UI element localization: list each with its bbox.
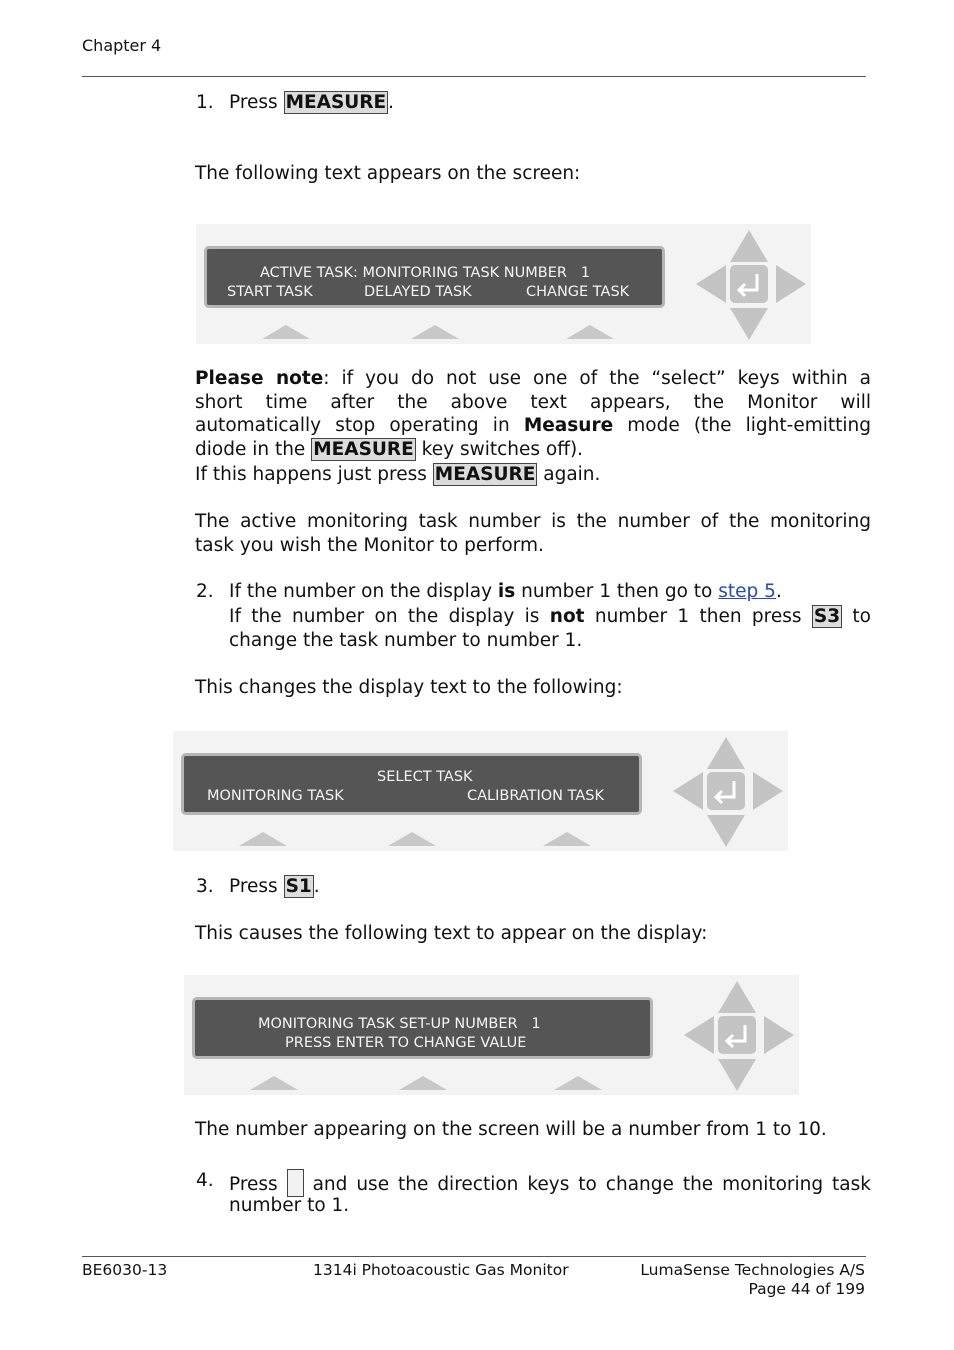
- footer-product: 1314i Photoacoustic Gas Monitor: [313, 1261, 569, 1279]
- note-line-3: automatically stop operating in Measure mode (the light-emitting: [195, 415, 871, 436]
- note-line-5: If this happens just press MEASURE again.: [195, 464, 601, 485]
- display-panel-1: [196, 224, 811, 344]
- lcd-line-1: MONITORING TASK SET-UP NUMBER 1: [258, 1016, 541, 1032]
- footer-doc-number: BE6030-13: [82, 1261, 168, 1279]
- paragraph-appears: The following text appears on the screen:: [195, 163, 581, 184]
- select-key-s2[interactable]: [388, 832, 436, 846]
- measure-key[interactable]: MEASURE: [313, 439, 414, 460]
- up-arrow-icon[interactable]: [730, 230, 768, 262]
- display-panel-2: [173, 731, 788, 851]
- step-5-link[interactable]: step 5: [718, 581, 776, 602]
- softkey-label-2: DELAYED TASK: [364, 284, 472, 300]
- footer-rule: [82, 1256, 866, 1257]
- up-arrow-icon[interactable]: [718, 981, 756, 1013]
- chapter-header: Chapter 4: [82, 36, 162, 55]
- select-key-s2[interactable]: [399, 1076, 447, 1090]
- footer-company: LumaSense Technologies A/S: [640, 1261, 865, 1279]
- left-arrow-icon[interactable]: [673, 772, 703, 810]
- step-2-line-1: If the number on the display is number 1 then go to step 5.: [229, 581, 782, 602]
- step-2-line-3: change the task number to number 1.: [229, 630, 583, 651]
- paragraph-causes: This causes the following text to appear on the display:: [195, 923, 708, 944]
- lcd-line-1: ACTIVE TASK: MONITORING TASK NUMBER 1: [260, 265, 591, 281]
- blank-key[interactable]: [287, 1169, 304, 1197]
- s1-key[interactable]: S1: [285, 876, 312, 897]
- step-4-number: 4.: [196, 1170, 214, 1191]
- down-arrow-icon[interactable]: [707, 815, 745, 847]
- display-panel-3: [184, 975, 799, 1095]
- left-arrow-icon[interactable]: [684, 1016, 714, 1054]
- lcd-screen-1: [204, 246, 665, 308]
- softkey-label-1: MONITORING TASK: [207, 788, 344, 804]
- step-1-number: 1.: [196, 92, 214, 113]
- step-1-text: Press MEASURE .: [229, 92, 395, 113]
- header-rule: [82, 76, 866, 77]
- note-line-1: Please note: if you do not use one of the “select” keys within a: [195, 368, 871, 389]
- measure-key[interactable]: MEASURE: [434, 464, 536, 485]
- select-key-s2[interactable]: [411, 325, 459, 339]
- right-arrow-icon[interactable]: [764, 1016, 794, 1054]
- left-arrow-icon[interactable]: [696, 265, 726, 303]
- paragraph-changes: This changes the display text to the following:: [195, 677, 623, 698]
- lcd-screen-2: [181, 753, 642, 815]
- select-key-s3[interactable]: [543, 832, 591, 846]
- lcd-screen-3: [192, 997, 653, 1059]
- up-arrow-icon[interactable]: [707, 737, 745, 769]
- s3-key[interactable]: S3: [813, 606, 841, 627]
- step-2-number: 2.: [196, 581, 214, 602]
- note-line-4: diode in the MEASURE key switches off).: [195, 439, 584, 460]
- active-line-2: task you wish the Monitor to perform.: [195, 535, 544, 556]
- direction-keypad[interactable]: [694, 228, 808, 342]
- lcd-line-2: PRESS ENTER TO CHANGE VALUE: [285, 1035, 527, 1051]
- step-4-line-2: number to 1.: [229, 1195, 350, 1216]
- right-arrow-icon[interactable]: [776, 265, 806, 303]
- softkey-label-3: CHANGE TASK: [526, 284, 630, 300]
- note-line-2: short time after the above text appears, the Monitor will: [195, 392, 871, 413]
- softkey-label-1: START TASK: [227, 284, 313, 300]
- select-key-s3[interactable]: [554, 1076, 602, 1090]
- softkey-label-3: CALIBRATION TASK: [467, 788, 604, 804]
- enter-key[interactable]: [718, 1016, 756, 1054]
- step-2-line-2: If the number on the display is not number 1 then press S3 to: [229, 606, 871, 627]
- select-key-s1[interactable]: [239, 832, 287, 846]
- select-key-s1[interactable]: [250, 1076, 298, 1090]
- paragraph-number-range: The number appearing on the screen will be a number from 1 to 10.: [195, 1119, 827, 1140]
- step-4-line-1: Press and use the direction keys to change the monitoring task: [229, 1169, 871, 1197]
- direction-keypad[interactable]: [671, 735, 785, 849]
- right-arrow-icon[interactable]: [753, 772, 783, 810]
- step-3-number: 3.: [196, 876, 214, 897]
- down-arrow-icon[interactable]: [718, 1059, 756, 1091]
- select-key-s1[interactable]: [262, 325, 310, 339]
- enter-key[interactable]: [707, 772, 745, 810]
- select-key-s3[interactable]: [566, 325, 614, 339]
- footer-page-number: Page 44 of 199: [748, 1280, 865, 1298]
- direction-keypad[interactable]: [682, 979, 796, 1093]
- measure-key[interactable]: MEASURE: [285, 92, 387, 113]
- down-arrow-icon[interactable]: [730, 308, 768, 340]
- step-3-text: Press S1 .: [229, 876, 320, 897]
- active-line-1: The active monitoring task number is the number of the monitoring: [195, 511, 871, 532]
- lcd-line-1: SELECT TASK: [377, 769, 473, 785]
- enter-key[interactable]: [730, 265, 768, 303]
